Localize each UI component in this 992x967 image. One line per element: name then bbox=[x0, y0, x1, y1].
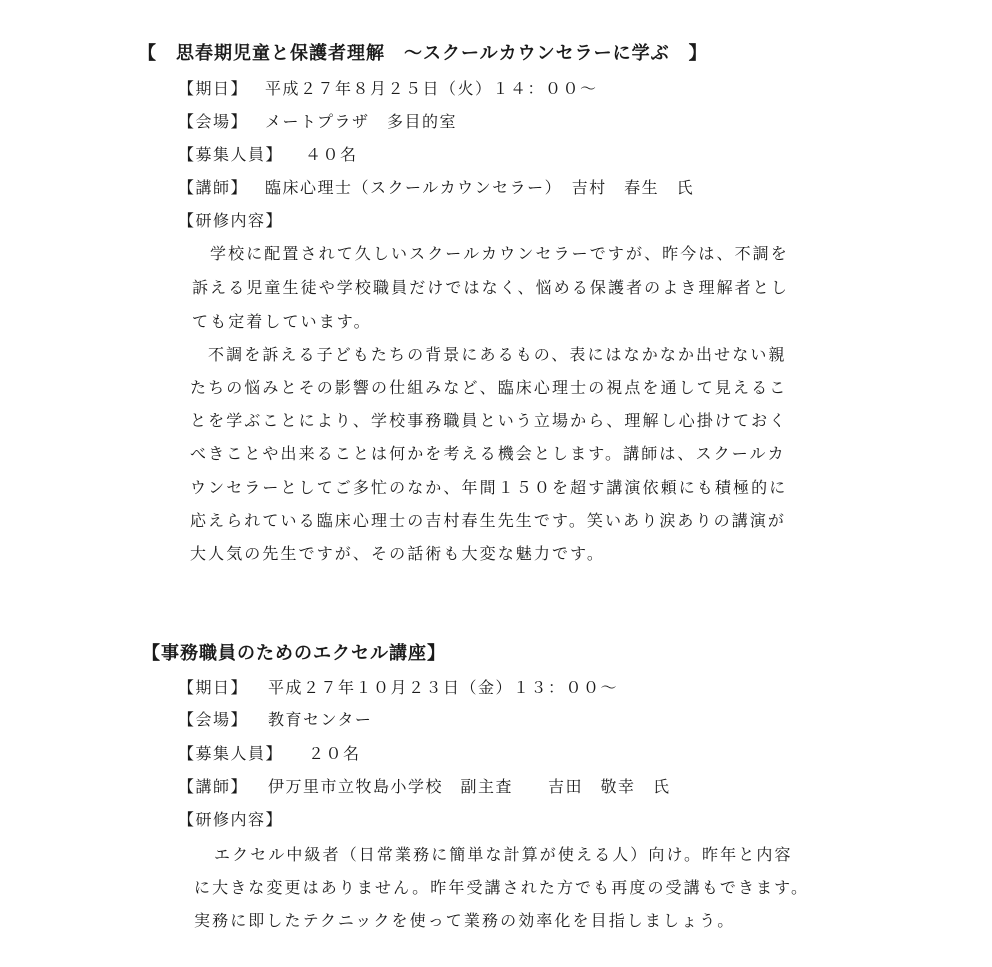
body-line: とを学ぶことにより、学校事務職員という立場から、理解し心掛けておく bbox=[190, 411, 788, 430]
venue-label: 【会場】 bbox=[178, 710, 249, 729]
venue-value: 教育センター bbox=[268, 710, 373, 729]
date-value: 平成２７年１０月２３日（金）１３：００～ bbox=[268, 678, 619, 697]
capacity-value: ２０名 bbox=[308, 744, 361, 763]
capacity-label: 【募集人員】 bbox=[178, 145, 284, 164]
capacity-row bbox=[178, 143, 358, 167]
lecturer-label: 【講師】 bbox=[178, 777, 249, 796]
lecturer-value: 臨床心理士（スクールカウンセラー） 吉村 春生 氏 bbox=[265, 178, 695, 197]
body-line: 実務に即したテクニックを使って業務の効率化を目指しましょう。 bbox=[194, 911, 736, 930]
lecturer-row bbox=[178, 176, 695, 200]
venue-row bbox=[178, 708, 373, 732]
venue-row bbox=[178, 110, 458, 134]
body-line: べきことや出来ることは何かを考える機会とします。講師は、スクールカ bbox=[190, 444, 786, 463]
date-value: 平成２７年８月２５日（火）１４：００～ bbox=[265, 79, 598, 98]
body-line: 学校に配置されて久しいスクールカウンセラーですが、昨今は、不調を bbox=[210, 244, 789, 263]
venue-value: メートプラザ 多目的室 bbox=[265, 112, 458, 131]
date-row bbox=[178, 77, 598, 101]
capacity-value: ４０名 bbox=[305, 145, 358, 164]
content-label: 【研修内容】 bbox=[178, 810, 284, 829]
body-line: に大きな変更はありません。昨年受講された方でも再度の受講もできます。 bbox=[194, 878, 810, 897]
body-line: 大人気の先生ですが、その話術も大変な魅力です。 bbox=[190, 544, 606, 563]
lecturer-value: 伊万里市立牧島小学校 副主査 吉田 敬幸 氏 bbox=[268, 777, 671, 796]
lecturer-label: 【講師】 bbox=[178, 178, 249, 197]
body-line: ても定着しています。 bbox=[192, 312, 372, 331]
body-line: ウンセラーとしてご多忙のなか、年間１５０を超す講演依頼にも積極的に bbox=[190, 478, 788, 497]
content-label: 【研修内容】 bbox=[178, 211, 284, 230]
body-line: 訴える児童生徒や学校職員だけではなく、悩める保護者のよき理解者とし bbox=[192, 278, 789, 297]
body-line: 不調を訴える子どもたちの背景にあるもの、表にはなかなか出せない親 bbox=[208, 345, 787, 364]
capacity-row bbox=[178, 742, 361, 766]
section-title: 【事務職員のためのエクセル講座】 bbox=[142, 643, 446, 664]
date-label: 【期日】 bbox=[178, 79, 249, 98]
content-row bbox=[178, 209, 283, 233]
lecturer-row bbox=[178, 775, 671, 799]
date-row bbox=[178, 676, 619, 700]
body-line: たちの悩みとその影響の仕組みなど、臨床心理士の視点を通して見えるこ bbox=[190, 378, 788, 397]
section-title: 【 思春期児童と保護者理解 ～スクールカウンセラーに学ぶ 】 bbox=[138, 43, 708, 64]
date-label: 【期日】 bbox=[178, 678, 249, 697]
body-line: エクセル中級者（日常業務に簡単な計算が使える人）向け。昨年と内容 bbox=[214, 845, 793, 864]
content-row bbox=[178, 808, 283, 832]
body-line: 応えられている臨床心理士の吉村春生先生です。笑いあり涙ありの講演が bbox=[190, 511, 787, 530]
capacity-label: 【募集人員】 bbox=[178, 744, 284, 763]
venue-label: 【会場】 bbox=[178, 112, 249, 131]
